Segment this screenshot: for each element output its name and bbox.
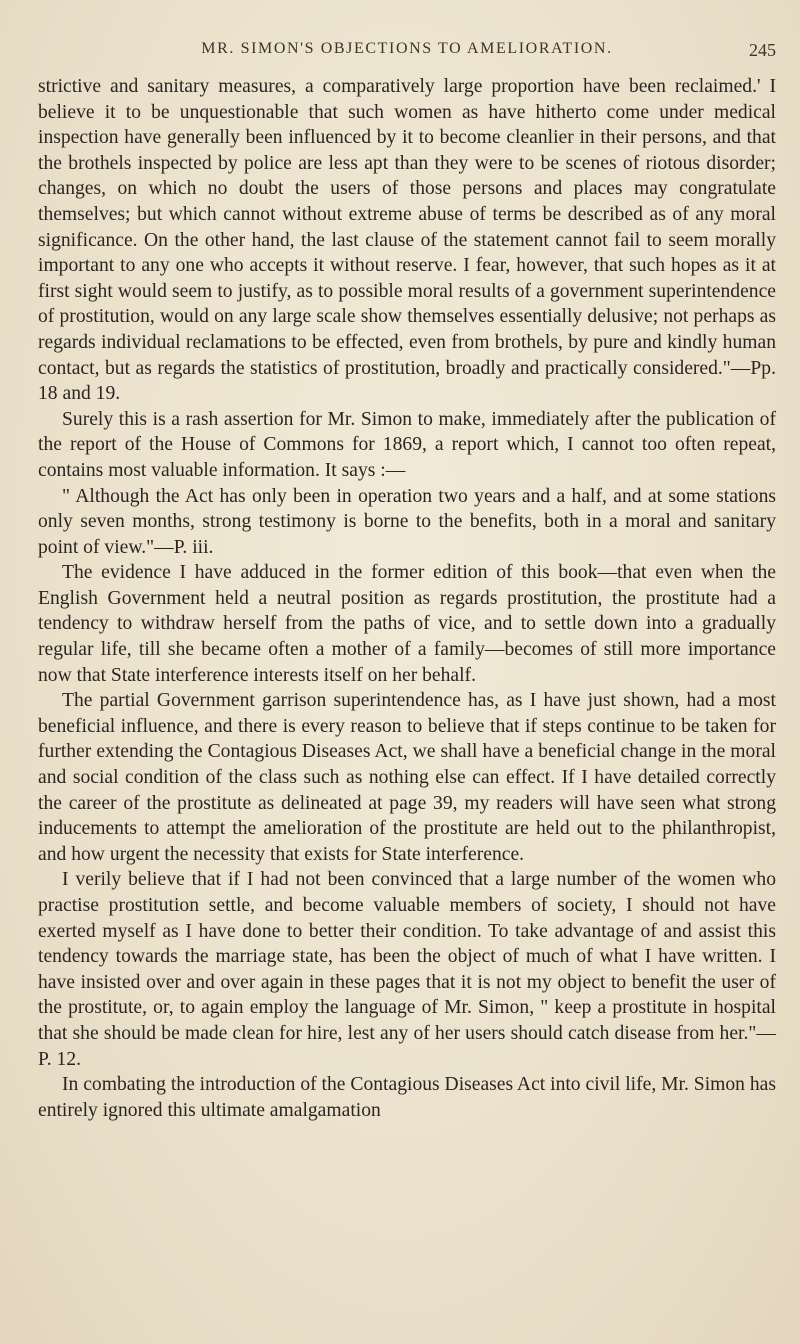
- running-title: MR. SIMON'S OBJECTIONS TO AMELIORATION.: [201, 40, 613, 57]
- paragraph: Surely this is a rash assertion for Mr. Simon to make, immediately after the publication of the report of the House of Commons for 1869, a report which, I cannot too often repeat, contains most valuable information. It says :—: [38, 408, 776, 481]
- running-head: [38, 40, 776, 70]
- paragraph: The partial Government garrison superintendence has, as I have just shown, had a most beneficial influence, and there is every reason to believe that if steps continue to be taken for further extending the Contagious Diseases Act, we shall have a beneficial change in the moral and social condition of the class such as nothing else can effect. If I have detailed correctly the career of the prostitute as delineated at page 39, my readers will have seen what strong inducements to attempt the amelioration of the prostitute are held out to the philanthropist, and how urgent the necessity that exists for State interference.: [38, 690, 776, 865]
- paragraph: I verily believe that if I had not been convinced that a large number of the women who practise prostitution settle, and become valuable members of society, I should not have exerted myself as I have done to better their condition. To take advantage of and assist this tendency towards the marriage state, has been the object of much of what I have written. I have insisted over and over again in these pages that it is not my object to benefit the user of the prostitute, or, to again employ the language of Mr. Simon, " keep a prostitute in hospital that she should be made clean for hire, lest any of her users should catch disease from her."—P. 12.: [38, 869, 776, 1070]
- book-page: [38, 40, 776, 1123]
- body-text: [38, 74, 776, 1123]
- page-number: 245: [749, 40, 776, 60]
- paragraph-continuation: strictive and sanitary measures, a comparatively large proportion have been reclaimed.' I believe it to be unquestionable that such women as have hitherto come under medical inspection have generally been influenced by it to become cleanlier in their persons, and that the brothels inspected by police are less apt than they were to be scenes of riotous disorder; changes, on which no doubt the users of those persons and places may congratulate themselves; but which cannot without extreme abuse of terms be described as of any moral significance. On the other hand, the last clause of the statement cannot fail to seem morally important to any one who accepts it without reserve. I fear, however, that such hopes as it at first sight would seem to justify, as to possible moral results of a government superintendence of prostitution, would on any large scale show themselves essentially delusive; not perhaps as regards individual reclamations to be effected, even from brothels, by pure and kindly human contact, but as regards the statistics of prostitution, broadly and practically considered."—Pp. 18 and 19.: [38, 76, 776, 405]
- paragraph: In combating the introduction of the Contagious Diseases Act into civil life, Mr. Simon has entirely ignored this ultimate amalgamation: [38, 1074, 776, 1121]
- paragraph-quotation: " Although the Act has only been in operation two years and a half, and at some stations only seven months, strong testimony is borne to the benefits, both in a moral and sanitary point of view."—P. iii.: [38, 485, 776, 558]
- paragraph: The evidence I have adduced in the former edition of this book—that even when the English Government held a neutral position as regards prostitution, the prostitute had a tendency to withdraw herself from the paths of vice, and to settle down into a gradually regular life, till she became often a mother of a family—becomes of still more importance now that State interference interests itself on her behalf.: [38, 562, 776, 686]
